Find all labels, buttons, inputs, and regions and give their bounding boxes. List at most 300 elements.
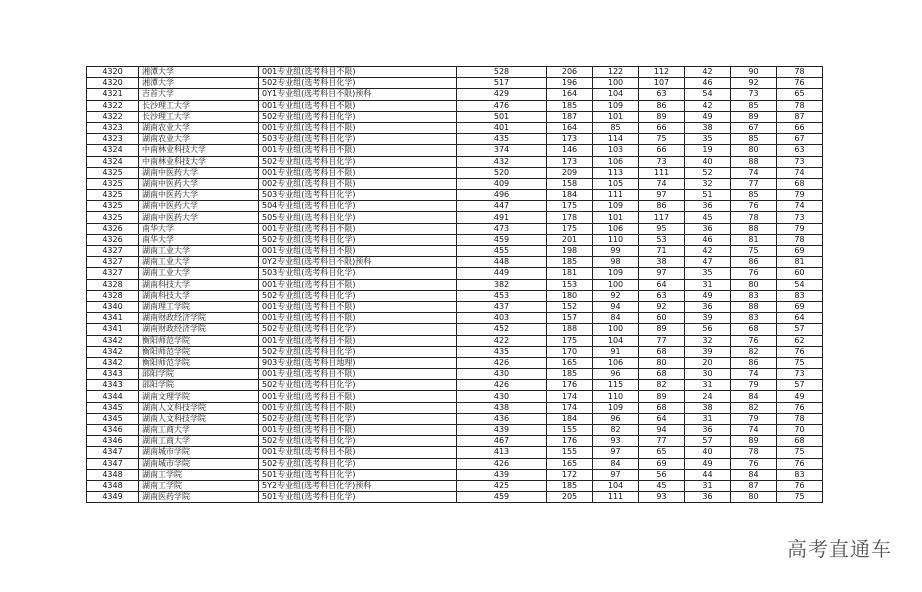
- score-cell-2: 109: [593, 402, 639, 413]
- score-cell-5: 74: [731, 167, 777, 178]
- table-row: [87, 324, 823, 335]
- school-name-cell: 中南林业科技大学: [139, 156, 259, 167]
- score-cell-1: 184: [547, 413, 593, 424]
- score-cell-6: 75: [777, 447, 823, 458]
- table-row: [87, 436, 823, 447]
- school-code-cell: 4321: [87, 89, 139, 100]
- school-name-cell: 湖南科技大学: [139, 290, 259, 301]
- score-cell-2: 92: [593, 290, 639, 301]
- table-row: [87, 391, 823, 402]
- score-cell-5: 90: [731, 67, 777, 78]
- score-cell-3: 65: [639, 447, 685, 458]
- table-row: [87, 458, 823, 469]
- group-name-cell: 502专业组(选考科目化学): [259, 290, 457, 301]
- school-code-cell: 4325: [87, 190, 139, 201]
- score-cell-6: 66: [777, 122, 823, 133]
- score-cell-4: 38: [685, 402, 731, 413]
- table-row: [87, 100, 823, 111]
- school-name-cell: 湖南工学院: [139, 469, 259, 480]
- score-cell-2: 104: [593, 480, 639, 491]
- table-row: [87, 268, 823, 279]
- score-cell-5: 73: [731, 89, 777, 100]
- total-score-cell: 528: [457, 67, 547, 78]
- score-cell-6: 74: [777, 201, 823, 212]
- score-cell-5: 88: [731, 156, 777, 167]
- score-cell-2: 101: [593, 111, 639, 122]
- total-score-cell: 455: [457, 246, 547, 257]
- score-cell-2: 110: [593, 391, 639, 402]
- school-name-cell: 湘潭大学: [139, 67, 259, 78]
- table-row: [87, 145, 823, 156]
- group-name-cell: 502专业组(选考科目化学): [259, 458, 457, 469]
- score-cell-2: 97: [593, 447, 639, 458]
- group-name-cell: 502专业组(选考科目化学): [259, 380, 457, 391]
- school-code-cell: 4320: [87, 67, 139, 78]
- score-cell-4: 35: [685, 268, 731, 279]
- school-code-cell: 4320: [87, 78, 139, 89]
- group-name-cell: 0Y1专业组(选考科目不限)预科: [259, 89, 457, 100]
- score-cell-4: 35: [685, 134, 731, 145]
- score-cell-6: 69: [777, 246, 823, 257]
- table-row: [87, 425, 823, 436]
- table-row: [87, 469, 823, 480]
- school-code-cell: 4349: [87, 492, 139, 503]
- score-cell-2: 100: [593, 324, 639, 335]
- total-score-cell: 520: [457, 167, 547, 178]
- table-row: [87, 122, 823, 133]
- score-cell-6: 75: [777, 357, 823, 368]
- score-cell-3: 82: [639, 380, 685, 391]
- score-cell-3: 53: [639, 234, 685, 245]
- score-cell-6: 57: [777, 324, 823, 335]
- total-score-cell: 401: [457, 122, 547, 133]
- school-name-cell: 湖南工业大学: [139, 246, 259, 257]
- score-cell-4: 38: [685, 122, 731, 133]
- score-cell-6: 81: [777, 257, 823, 268]
- school-code-cell: 4326: [87, 223, 139, 234]
- total-score-cell: 430: [457, 369, 547, 380]
- score-cell-1: 155: [547, 425, 593, 436]
- school-code-cell: 4327: [87, 246, 139, 257]
- total-score-cell: 501: [457, 111, 547, 122]
- group-name-cell: 001专业组(选考科目不限): [259, 145, 457, 156]
- table-row: [87, 234, 823, 245]
- score-cell-4: 36: [685, 301, 731, 312]
- score-cell-1: 205: [547, 492, 593, 503]
- score-cell-3: 86: [639, 100, 685, 111]
- score-cell-1: 201: [547, 234, 593, 245]
- school-name-cell: 邵阳学院: [139, 369, 259, 380]
- score-cell-5: 86: [731, 257, 777, 268]
- score-cell-3: 73: [639, 156, 685, 167]
- score-cell-3: 68: [639, 346, 685, 357]
- score-cell-6: 76: [777, 78, 823, 89]
- school-name-cell: 湖南工业大学: [139, 268, 259, 279]
- group-name-cell: 001专业组(选考科目不限): [259, 223, 457, 234]
- score-cell-2: 91: [593, 346, 639, 357]
- school-name-cell: 湖南财政经济学院: [139, 324, 259, 335]
- total-score-cell: 422: [457, 335, 547, 346]
- score-cell-6: 87: [777, 111, 823, 122]
- school-name-cell: 湖南工学院: [139, 480, 259, 491]
- score-cell-3: 56: [639, 469, 685, 480]
- score-cell-6: 70: [777, 425, 823, 436]
- score-cell-5: 75: [731, 246, 777, 257]
- total-score-cell: 517: [457, 78, 547, 89]
- score-cell-3: 75: [639, 134, 685, 145]
- score-cell-6: 69: [777, 301, 823, 312]
- total-score-cell: 439: [457, 425, 547, 436]
- score-cell-2: 104: [593, 89, 639, 100]
- score-cell-3: 64: [639, 279, 685, 290]
- score-cell-4: 42: [685, 100, 731, 111]
- score-cell-4: 44: [685, 469, 731, 480]
- school-name-cell: 湖南中医药大学: [139, 190, 259, 201]
- score-cell-1: 175: [547, 223, 593, 234]
- school-code-cell: 4323: [87, 134, 139, 145]
- group-name-cell: 502专业组(选考科目化学): [259, 324, 457, 335]
- score-cell-5: 82: [731, 346, 777, 357]
- table-row: [87, 480, 823, 491]
- school-name-cell: 湖南人文科技学院: [139, 402, 259, 413]
- score-cell-5: 67: [731, 122, 777, 133]
- score-cell-1: 146: [547, 145, 593, 156]
- score-cell-1: 178: [547, 212, 593, 223]
- school-code-cell: 4345: [87, 413, 139, 424]
- school-name-cell: 南华大学: [139, 234, 259, 245]
- table-row: [87, 167, 823, 178]
- school-code-cell: 4323: [87, 122, 139, 133]
- school-code-cell: 4342: [87, 346, 139, 357]
- table-row: [87, 357, 823, 368]
- school-name-cell: 湖南农业大学: [139, 122, 259, 133]
- school-name-cell: 吉首大学: [139, 89, 259, 100]
- watermark-text: 高考直通车: [787, 537, 892, 561]
- group-name-cell: 503专业组(选考科目化学): [259, 268, 457, 279]
- score-cell-2: 103: [593, 145, 639, 156]
- score-cell-4: 36: [685, 223, 731, 234]
- score-cell-3: 92: [639, 301, 685, 312]
- total-score-cell: 439: [457, 469, 547, 480]
- score-cell-4: 36: [685, 492, 731, 503]
- score-cell-5: 87: [731, 480, 777, 491]
- score-cell-3: 68: [639, 402, 685, 413]
- score-cell-5: 85: [731, 100, 777, 111]
- score-cell-4: 31: [685, 413, 731, 424]
- table-row: [87, 335, 823, 346]
- table-row: [87, 223, 823, 234]
- score-cell-3: 77: [639, 436, 685, 447]
- score-cell-4: 32: [685, 335, 731, 346]
- table-row: [87, 447, 823, 458]
- score-cell-2: 97: [593, 469, 639, 480]
- school-name-cell: 湖南人文科技学院: [139, 413, 259, 424]
- score-cell-5: 88: [731, 223, 777, 234]
- group-name-cell: 001专业组(选考科目不限): [259, 369, 457, 380]
- score-cell-3: 97: [639, 268, 685, 279]
- total-score-cell: 473: [457, 223, 547, 234]
- school-code-cell: 4344: [87, 391, 139, 402]
- score-cell-1: 174: [547, 391, 593, 402]
- total-score-cell: 382: [457, 279, 547, 290]
- total-score-cell: 491: [457, 212, 547, 223]
- school-code-cell: 4342: [87, 357, 139, 368]
- score-cell-5: 76: [731, 268, 777, 279]
- score-cell-4: 32: [685, 178, 731, 189]
- school-code-cell: 4325: [87, 167, 139, 178]
- table-row: [87, 279, 823, 290]
- score-cell-6: 62: [777, 335, 823, 346]
- score-cell-6: 73: [777, 156, 823, 167]
- table-body: [87, 67, 823, 503]
- school-name-cell: 湖南城市学院: [139, 447, 259, 458]
- score-cell-4: 45: [685, 212, 731, 223]
- score-cell-2: 98: [593, 257, 639, 268]
- table-row: [87, 313, 823, 324]
- group-name-cell: 503专业组(选考科目化学): [259, 134, 457, 145]
- group-name-cell: 903专业组(选考科目地理): [259, 357, 457, 368]
- group-name-cell: 502专业组(选考科目化学): [259, 234, 457, 245]
- school-code-cell: 4346: [87, 425, 139, 436]
- group-name-cell: 501专业组(选考科目化学): [259, 492, 457, 503]
- score-cell-3: 66: [639, 145, 685, 156]
- score-cell-5: 85: [731, 134, 777, 145]
- score-cell-4: 46: [685, 234, 731, 245]
- group-name-cell: 502专业组(选考科目化学): [259, 156, 457, 167]
- school-name-cell: 南华大学: [139, 223, 259, 234]
- total-score-cell: 432: [457, 156, 547, 167]
- table-row: [87, 190, 823, 201]
- score-cell-6: 74: [777, 167, 823, 178]
- score-cell-1: 184: [547, 190, 593, 201]
- score-cell-3: 63: [639, 290, 685, 301]
- score-cell-6: 76: [777, 458, 823, 469]
- score-cell-3: 117: [639, 212, 685, 223]
- score-cell-4: 42: [685, 246, 731, 257]
- score-cell-5: 86: [731, 357, 777, 368]
- score-cell-6: 64: [777, 313, 823, 324]
- score-cell-1: 176: [547, 380, 593, 391]
- school-name-cell: 湖南工商大学: [139, 425, 259, 436]
- score-cell-5: 84: [731, 469, 777, 480]
- school-name-cell: 长沙理工大学: [139, 111, 259, 122]
- school-code-cell: 4340: [87, 301, 139, 312]
- group-name-cell: 505专业组(选考科目化学): [259, 212, 457, 223]
- score-cell-5: 76: [731, 201, 777, 212]
- score-cell-5: 89: [731, 111, 777, 122]
- school-code-cell: 4322: [87, 100, 139, 111]
- school-code-cell: 4328: [87, 290, 139, 301]
- score-cell-1: 185: [547, 100, 593, 111]
- school-code-cell: 4347: [87, 447, 139, 458]
- table-row: [87, 212, 823, 223]
- table-row: [87, 346, 823, 357]
- school-name-cell: 湖南工业大学: [139, 257, 259, 268]
- score-cell-3: 74: [639, 178, 685, 189]
- group-name-cell: 001专业组(选考科目不限): [259, 100, 457, 111]
- group-name-cell: 5Y2专业组(选考科目化学)预科: [259, 480, 457, 491]
- total-score-cell: 459: [457, 234, 547, 245]
- total-score-cell: 467: [457, 436, 547, 447]
- table-row: [87, 111, 823, 122]
- score-cell-6: 68: [777, 178, 823, 189]
- school-name-cell: 湖南文理学院: [139, 391, 259, 402]
- school-name-cell: 湖南中医药大学: [139, 201, 259, 212]
- score-cell-6: 83: [777, 290, 823, 301]
- total-score-cell: 426: [457, 458, 547, 469]
- score-cell-6: 54: [777, 279, 823, 290]
- score-cell-2: 82: [593, 425, 639, 436]
- school-code-cell: 4327: [87, 257, 139, 268]
- school-name-cell: 湖南中医药大学: [139, 178, 259, 189]
- score-cell-4: 42: [685, 67, 731, 78]
- group-name-cell: 001专业组(选考科目不限): [259, 447, 457, 458]
- score-cell-5: 83: [731, 313, 777, 324]
- score-cell-1: 158: [547, 178, 593, 189]
- school-name-cell: 湖南中医药大学: [139, 212, 259, 223]
- score-cell-1: 165: [547, 357, 593, 368]
- school-code-cell: 4322: [87, 111, 139, 122]
- score-cell-6: 78: [777, 413, 823, 424]
- school-code-cell: 4341: [87, 324, 139, 335]
- score-cell-2: 84: [593, 313, 639, 324]
- score-cell-4: 39: [685, 313, 731, 324]
- score-cell-3: 60: [639, 313, 685, 324]
- score-cell-5: 79: [731, 413, 777, 424]
- score-cell-2: 110: [593, 234, 639, 245]
- score-cell-2: 105: [593, 178, 639, 189]
- school-code-cell: 4342: [87, 335, 139, 346]
- score-cell-4: 20: [685, 357, 731, 368]
- score-cell-4: 47: [685, 257, 731, 268]
- table-row: [87, 380, 823, 391]
- score-cell-6: 73: [777, 212, 823, 223]
- score-cell-5: 76: [731, 335, 777, 346]
- total-score-cell: 476: [457, 100, 547, 111]
- score-cell-2: 106: [593, 223, 639, 234]
- score-cell-6: 68: [777, 436, 823, 447]
- score-cell-3: 112: [639, 67, 685, 78]
- score-cell-4: 39: [685, 346, 731, 357]
- score-cell-4: 49: [685, 111, 731, 122]
- score-cell-4: 19: [685, 145, 731, 156]
- score-cell-6: 76: [777, 346, 823, 357]
- score-cell-3: 86: [639, 201, 685, 212]
- score-cell-2: 106: [593, 357, 639, 368]
- score-cell-2: 104: [593, 335, 639, 346]
- group-name-cell: 001专业组(选考科目不限): [259, 122, 457, 133]
- table-row: [87, 134, 823, 145]
- score-cell-1: 165: [547, 458, 593, 469]
- score-cell-5: 89: [731, 436, 777, 447]
- score-cell-4: 51: [685, 190, 731, 201]
- score-cell-2: 109: [593, 100, 639, 111]
- score-cell-4: 24: [685, 391, 731, 402]
- score-cell-1: 196: [547, 78, 593, 89]
- school-code-cell: 4343: [87, 380, 139, 391]
- total-score-cell: 425: [457, 480, 547, 491]
- score-cell-4: 30: [685, 369, 731, 380]
- score-cell-5: 74: [731, 369, 777, 380]
- score-cell-6: 83: [777, 469, 823, 480]
- score-cell-2: 106: [593, 156, 639, 167]
- score-cell-5: 79: [731, 380, 777, 391]
- score-cell-6: 60: [777, 268, 823, 279]
- school-name-cell: 湖南城市学院: [139, 458, 259, 469]
- score-cell-1: 164: [547, 122, 593, 133]
- table-row: [87, 301, 823, 312]
- total-score-cell: 453: [457, 290, 547, 301]
- score-cell-3: 66: [639, 122, 685, 133]
- group-name-cell: 0Y2专业组(选考科目不限)预科: [259, 257, 457, 268]
- score-cell-3: 63: [639, 89, 685, 100]
- total-score-cell: 413: [457, 447, 547, 458]
- total-score-cell: 429: [457, 89, 547, 100]
- score-cell-2: 122: [593, 67, 639, 78]
- school-name-cell: 湖南科技大学: [139, 279, 259, 290]
- table-row: [87, 492, 823, 503]
- school-code-cell: 4324: [87, 156, 139, 167]
- group-name-cell: 503专业组(选考科目化学): [259, 190, 457, 201]
- group-name-cell: 001专业组(选考科目不限): [259, 391, 457, 402]
- score-cell-3: 38: [639, 257, 685, 268]
- group-name-cell: 502专业组(选考科目化学): [259, 436, 457, 447]
- score-cell-2: 94: [593, 301, 639, 312]
- school-name-cell: 湘潭大学: [139, 78, 259, 89]
- total-score-cell: 403: [457, 313, 547, 324]
- score-cell-3: 111: [639, 167, 685, 178]
- score-cell-1: 176: [547, 436, 593, 447]
- table-row: [87, 156, 823, 167]
- score-cell-6: 78: [777, 100, 823, 111]
- total-score-cell: 452: [457, 324, 547, 335]
- score-cell-2: 85: [593, 122, 639, 133]
- score-cell-4: 31: [685, 480, 731, 491]
- score-cell-3: 107: [639, 78, 685, 89]
- total-score-cell: 449: [457, 268, 547, 279]
- score-cell-3: 68: [639, 369, 685, 380]
- score-cell-5: 85: [731, 190, 777, 201]
- score-cell-4: 31: [685, 380, 731, 391]
- score-cell-3: 89: [639, 111, 685, 122]
- school-name-cell: 湖南中医药大学: [139, 167, 259, 178]
- total-score-cell: 448: [457, 257, 547, 268]
- score-cell-1: 173: [547, 134, 593, 145]
- score-cell-3: 94: [639, 425, 685, 436]
- school-code-cell: 4341: [87, 313, 139, 324]
- total-score-cell: 435: [457, 134, 547, 145]
- school-code-cell: 4348: [87, 480, 139, 491]
- group-name-cell: 002专业组(选考科目不限): [259, 178, 457, 189]
- score-cell-2: 100: [593, 78, 639, 89]
- score-cell-4: 36: [685, 425, 731, 436]
- score-cell-4: 49: [685, 458, 731, 469]
- score-cell-5: 81: [731, 234, 777, 245]
- score-cell-5: 83: [731, 290, 777, 301]
- table-row: [87, 257, 823, 268]
- score-cell-4: 57: [685, 436, 731, 447]
- score-cell-4: 49: [685, 290, 731, 301]
- school-name-cell: 衡阳师范学院: [139, 335, 259, 346]
- score-cell-3: 93: [639, 492, 685, 503]
- score-cell-1: 188: [547, 324, 593, 335]
- score-cell-2: 96: [593, 413, 639, 424]
- table-row: [87, 413, 823, 424]
- score-cell-4: 31: [685, 279, 731, 290]
- score-cell-1: 173: [547, 156, 593, 167]
- score-cell-1: 175: [547, 335, 593, 346]
- score-cell-6: 78: [777, 234, 823, 245]
